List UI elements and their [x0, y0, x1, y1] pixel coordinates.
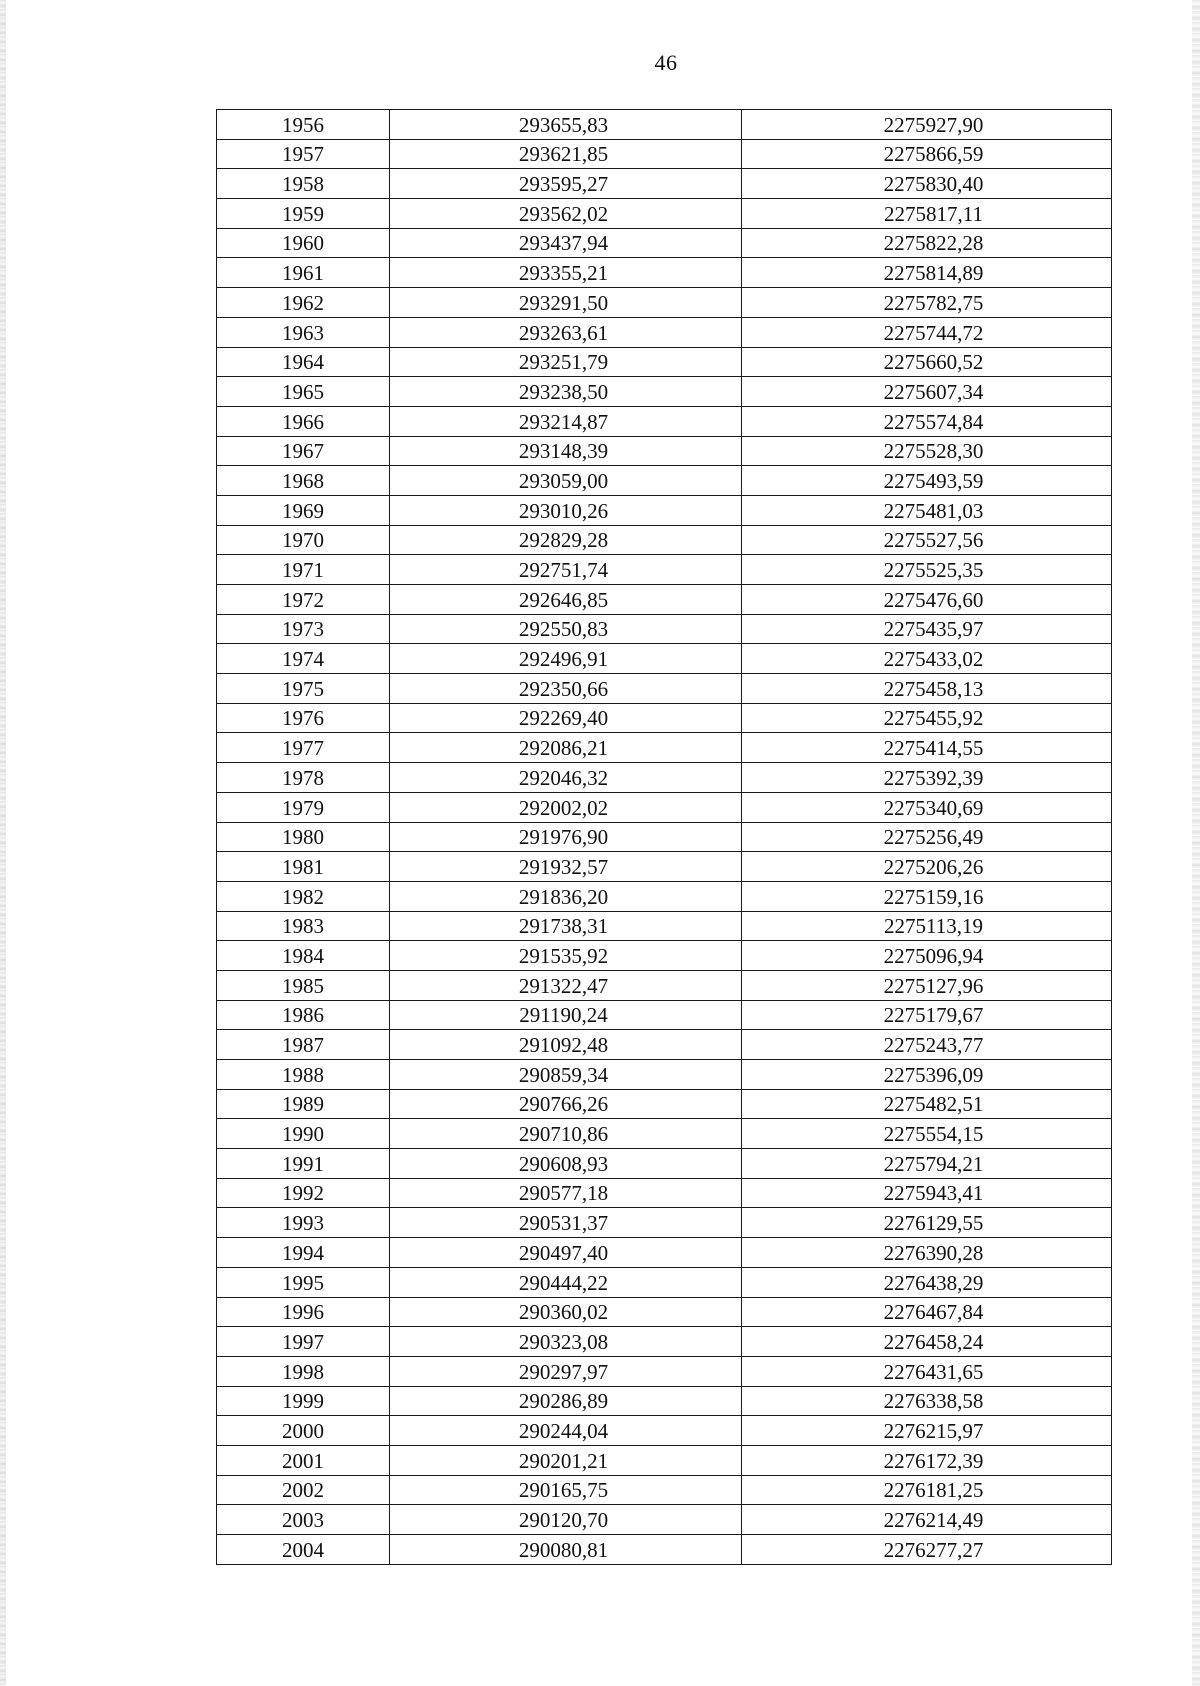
x-value-cell: 290577,18 — [390, 1178, 742, 1208]
table-row — [217, 1208, 1112, 1238]
year-cell: 1995 — [217, 1267, 390, 1297]
year-cell: 1958 — [217, 169, 390, 199]
x-value-cell: 290297,97 — [390, 1356, 742, 1386]
y-value-cell: 2275179,67 — [742, 1000, 1112, 1030]
y-value-cell: 2275782,75 — [742, 288, 1112, 318]
y-value-cell: 2275159,16 — [742, 881, 1112, 911]
table-row — [217, 1416, 1112, 1446]
y-value-cell: 2275493,59 — [742, 466, 1112, 496]
y-value-cell: 2275744,72 — [742, 317, 1112, 347]
year-cell: 1972 — [217, 585, 390, 615]
x-value-cell: 290608,93 — [390, 1149, 742, 1179]
x-value-cell: 290531,37 — [390, 1208, 742, 1238]
table-row — [217, 377, 1112, 407]
year-cell: 1977 — [217, 733, 390, 763]
year-cell: 1974 — [217, 644, 390, 674]
year-cell: 1963 — [217, 317, 390, 347]
y-value-cell: 2275455,92 — [742, 703, 1112, 733]
table-row — [217, 436, 1112, 466]
x-value-cell: 293355,21 — [390, 258, 742, 288]
y-value-cell: 2275607,34 — [742, 377, 1112, 407]
x-value-cell: 290080,81 — [390, 1535, 742, 1565]
scan-edge-right — [1192, 0, 1200, 1686]
x-value-cell: 292751,74 — [390, 555, 742, 585]
y-value-cell: 2275476,60 — [742, 585, 1112, 615]
table-row — [217, 1327, 1112, 1357]
x-value-cell: 291322,47 — [390, 970, 742, 1000]
year-cell: 2003 — [217, 1505, 390, 1535]
x-value-cell: 291738,31 — [390, 911, 742, 941]
x-value-cell: 292829,28 — [390, 525, 742, 555]
table-row — [217, 1149, 1112, 1179]
x-value-cell: 290360,02 — [390, 1297, 742, 1327]
x-value-cell: 290766,26 — [390, 1089, 742, 1119]
year-cell: 2004 — [217, 1535, 390, 1565]
year-cell: 1991 — [217, 1149, 390, 1179]
y-value-cell: 2275527,56 — [742, 525, 1112, 555]
y-value-cell: 2275435,97 — [742, 614, 1112, 644]
x-value-cell: 292086,21 — [390, 733, 742, 763]
x-value-cell: 293655,83 — [390, 110, 742, 140]
x-value-cell: 293238,50 — [390, 377, 742, 407]
year-cell: 1971 — [217, 555, 390, 585]
y-value-cell: 2276172,39 — [742, 1445, 1112, 1475]
y-value-cell: 2276277,27 — [742, 1535, 1112, 1565]
table-row — [217, 614, 1112, 644]
y-value-cell: 2275206,26 — [742, 852, 1112, 882]
x-value-cell: 291190,24 — [390, 1000, 742, 1030]
y-value-cell: 2275830,40 — [742, 169, 1112, 199]
y-value-cell: 2275927,90 — [742, 110, 1112, 140]
table-row — [217, 1119, 1112, 1149]
table-row — [217, 228, 1112, 258]
year-cell: 1990 — [217, 1119, 390, 1149]
year-cell: 1997 — [217, 1327, 390, 1357]
year-cell: 1996 — [217, 1297, 390, 1327]
year-cell: 1994 — [217, 1238, 390, 1268]
x-value-cell: 291976,90 — [390, 822, 742, 852]
y-value-cell: 2275481,03 — [742, 495, 1112, 525]
year-cell: 1981 — [217, 852, 390, 882]
year-cell: 1998 — [217, 1356, 390, 1386]
year-cell: 1985 — [217, 970, 390, 1000]
year-cell: 1966 — [217, 406, 390, 436]
y-value-cell: 2276181,25 — [742, 1475, 1112, 1505]
x-value-cell: 293148,39 — [390, 436, 742, 466]
x-value-cell: 290286,89 — [390, 1386, 742, 1416]
year-cell: 1968 — [217, 466, 390, 496]
table-row — [217, 792, 1112, 822]
x-value-cell: 293214,87 — [390, 406, 742, 436]
table-row — [217, 347, 1112, 377]
year-cell: 1960 — [217, 228, 390, 258]
y-value-cell: 2275794,21 — [742, 1149, 1112, 1179]
y-value-cell: 2275243,77 — [742, 1030, 1112, 1060]
table-row — [217, 1535, 1112, 1565]
table-row — [217, 199, 1112, 229]
table-row — [217, 288, 1112, 318]
year-cell: 1959 — [217, 199, 390, 229]
y-value-cell: 2276215,97 — [742, 1416, 1112, 1446]
table-row — [217, 674, 1112, 704]
y-value-cell: 2276214,49 — [742, 1505, 1112, 1535]
table-row — [217, 1030, 1112, 1060]
table-row — [217, 1000, 1112, 1030]
y-value-cell: 2275113,19 — [742, 911, 1112, 941]
year-cell: 1982 — [217, 881, 390, 911]
table-row — [217, 406, 1112, 436]
y-value-cell: 2275554,15 — [742, 1119, 1112, 1149]
x-value-cell: 290444,22 — [390, 1267, 742, 1297]
table-row — [217, 1060, 1112, 1090]
x-value-cell: 290201,21 — [390, 1445, 742, 1475]
table-row — [217, 881, 1112, 911]
table-row — [217, 1089, 1112, 1119]
table-row — [217, 317, 1112, 347]
x-value-cell: 291932,57 — [390, 852, 742, 882]
x-value-cell: 293251,79 — [390, 347, 742, 377]
year-cell: 1992 — [217, 1178, 390, 1208]
table-row — [217, 169, 1112, 199]
year-cell: 2001 — [217, 1445, 390, 1475]
year-cell: 1979 — [217, 792, 390, 822]
year-cell: 1988 — [217, 1060, 390, 1090]
x-value-cell: 293263,61 — [390, 317, 742, 347]
coordinates-table — [216, 109, 1112, 1565]
x-value-cell: 290244,04 — [390, 1416, 742, 1446]
table-row — [217, 852, 1112, 882]
table-row — [217, 644, 1112, 674]
x-value-cell: 292496,91 — [390, 644, 742, 674]
year-cell: 2002 — [217, 1475, 390, 1505]
table-row — [217, 763, 1112, 793]
page-number: 46 — [654, 50, 678, 75]
table-row — [217, 822, 1112, 852]
y-value-cell: 2276431,65 — [742, 1356, 1112, 1386]
y-value-cell: 2275458,13 — [742, 674, 1112, 704]
x-value-cell: 293595,27 — [390, 169, 742, 199]
year-cell: 1965 — [217, 377, 390, 407]
x-value-cell: 291092,48 — [390, 1030, 742, 1060]
table-row — [217, 1475, 1112, 1505]
table-row — [217, 1386, 1112, 1416]
y-value-cell: 2276467,84 — [742, 1297, 1112, 1327]
year-cell: 1999 — [217, 1386, 390, 1416]
table-row — [217, 970, 1112, 1000]
x-value-cell: 293010,26 — [390, 495, 742, 525]
x-value-cell: 291836,20 — [390, 881, 742, 911]
y-value-cell: 2275340,69 — [742, 792, 1112, 822]
y-value-cell: 2275574,84 — [742, 406, 1112, 436]
table-row — [217, 139, 1112, 169]
y-value-cell: 2275814,89 — [742, 258, 1112, 288]
year-cell: 1986 — [217, 1000, 390, 1030]
year-cell: 1975 — [217, 674, 390, 704]
y-value-cell: 2275528,30 — [742, 436, 1112, 466]
x-value-cell: 293437,94 — [390, 228, 742, 258]
y-value-cell: 2276338,58 — [742, 1386, 1112, 1416]
y-value-cell: 2275096,94 — [742, 941, 1112, 971]
year-cell: 1983 — [217, 911, 390, 941]
y-value-cell: 2275822,28 — [742, 228, 1112, 258]
y-value-cell: 2276458,24 — [742, 1327, 1112, 1357]
year-cell: 1957 — [217, 139, 390, 169]
x-value-cell: 290120,70 — [390, 1505, 742, 1535]
table-row — [217, 733, 1112, 763]
year-cell: 1962 — [217, 288, 390, 318]
table-row — [217, 466, 1112, 496]
table-row — [217, 585, 1112, 615]
table-row — [217, 555, 1112, 585]
x-value-cell: 293059,00 — [390, 466, 742, 496]
year-cell: 1980 — [217, 822, 390, 852]
y-value-cell: 2275414,55 — [742, 733, 1112, 763]
table-row — [217, 1445, 1112, 1475]
x-value-cell: 292550,83 — [390, 614, 742, 644]
table-row — [217, 1178, 1112, 1208]
y-value-cell: 2275482,51 — [742, 1089, 1112, 1119]
x-value-cell: 292269,40 — [390, 703, 742, 733]
table-row — [217, 1267, 1112, 1297]
year-cell: 1976 — [217, 703, 390, 733]
year-cell: 1961 — [217, 258, 390, 288]
year-cell: 1970 — [217, 525, 390, 555]
year-cell: 1978 — [217, 763, 390, 793]
y-value-cell: 2275660,52 — [742, 347, 1112, 377]
year-cell: 1984 — [217, 941, 390, 971]
year-cell: 1973 — [217, 614, 390, 644]
table-row — [217, 941, 1112, 971]
scan-edge-left — [0, 0, 6, 1686]
y-value-cell: 2276129,55 — [742, 1208, 1112, 1238]
x-value-cell: 290710,86 — [390, 1119, 742, 1149]
x-value-cell: 292350,66 — [390, 674, 742, 704]
table-row — [217, 495, 1112, 525]
y-value-cell: 2275866,59 — [742, 139, 1112, 169]
x-value-cell: 290497,40 — [390, 1238, 742, 1268]
y-value-cell: 2276438,29 — [742, 1267, 1112, 1297]
y-value-cell: 2275256,49 — [742, 822, 1112, 852]
table-row — [217, 1238, 1112, 1268]
x-value-cell: 293562,02 — [390, 199, 742, 229]
year-cell: 1987 — [217, 1030, 390, 1060]
x-value-cell: 290323,08 — [390, 1327, 742, 1357]
year-cell: 1967 — [217, 436, 390, 466]
x-value-cell: 292046,32 — [390, 763, 742, 793]
y-value-cell: 2276390,28 — [742, 1238, 1112, 1268]
year-cell: 1993 — [217, 1208, 390, 1238]
year-cell: 2000 — [217, 1416, 390, 1446]
y-value-cell: 2275396,09 — [742, 1060, 1112, 1090]
x-value-cell: 290165,75 — [390, 1475, 742, 1505]
year-cell: 1989 — [217, 1089, 390, 1119]
y-value-cell: 2275433,02 — [742, 644, 1112, 674]
table-body — [217, 110, 1112, 1565]
x-value-cell: 291535,92 — [390, 941, 742, 971]
y-value-cell: 2275392,39 — [742, 763, 1112, 793]
year-cell: 1969 — [217, 495, 390, 525]
table-row — [217, 1356, 1112, 1386]
y-value-cell: 2275943,41 — [742, 1178, 1112, 1208]
y-value-cell: 2275817,11 — [742, 199, 1112, 229]
year-cell: 1964 — [217, 347, 390, 377]
y-value-cell: 2275127,96 — [742, 970, 1112, 1000]
x-value-cell: 293291,50 — [390, 288, 742, 318]
year-cell: 1956 — [217, 110, 390, 140]
y-value-cell: 2275525,35 — [742, 555, 1112, 585]
table-row — [217, 911, 1112, 941]
table-row — [217, 1505, 1112, 1535]
table-row — [217, 525, 1112, 555]
table-row — [217, 703, 1112, 733]
x-value-cell: 290859,34 — [390, 1060, 742, 1090]
x-value-cell: 292646,85 — [390, 585, 742, 615]
table-row — [217, 1297, 1112, 1327]
table-row — [217, 110, 1112, 140]
x-value-cell: 292002,02 — [390, 792, 742, 822]
x-value-cell: 293621,85 — [390, 139, 742, 169]
table-row — [217, 258, 1112, 288]
